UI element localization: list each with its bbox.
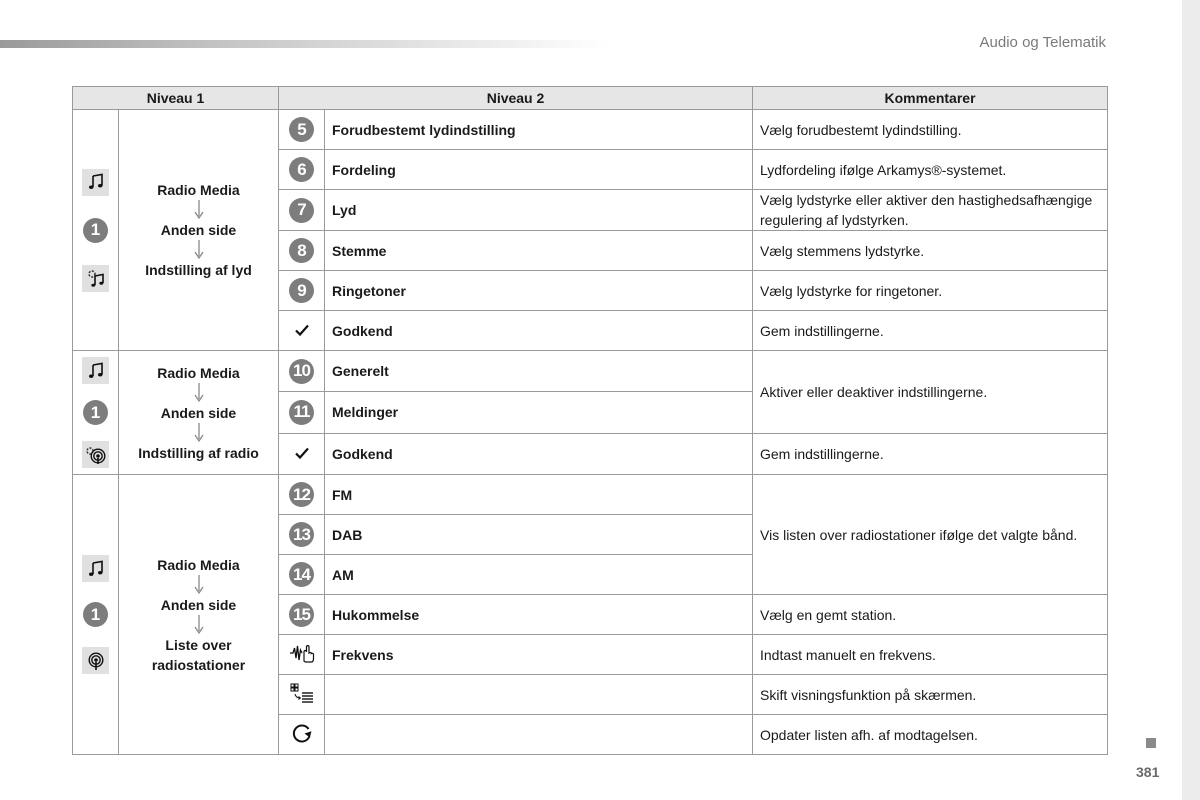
row-comment: Vælg forudbestemt lydindstilling.: [753, 110, 1108, 150]
row-label: Frekvens: [325, 635, 753, 675]
arrow-down-icon: [194, 423, 204, 443]
row-comment: Skift visningsfunktion på skærmen.: [753, 675, 1108, 715]
col-header-level1: Niveau 1: [73, 87, 279, 110]
check-icon: [279, 311, 325, 351]
row-label: FM: [325, 475, 753, 515]
group2-flow: [119, 351, 279, 475]
row-comment: Gem indstillingerne.: [753, 311, 1108, 351]
row-label: Hukommelse: [325, 595, 753, 635]
row-label: Generelt: [325, 351, 753, 392]
music-note-icon: [82, 169, 109, 196]
page-edge-stripe: [1182, 0, 1200, 800]
row-comment: Vælg en gemt station.: [753, 595, 1108, 635]
row-badge: 12: [279, 475, 325, 515]
row-badge: 13: [279, 515, 325, 555]
music-note-icon: [82, 357, 109, 384]
row-badge: 8: [279, 231, 325, 271]
step-badge-icon: 1: [83, 218, 108, 243]
row-label: Forudbestemt lydindstilling: [325, 110, 753, 150]
radio-settings-icon: [82, 441, 109, 468]
sound-settings-icon: [82, 265, 109, 292]
row-badge: 10: [279, 351, 325, 392]
row-badge: 15: [279, 595, 325, 635]
group3-icons: [73, 475, 119, 755]
arrow-down-icon: [194, 200, 204, 220]
row-label: Stemme: [325, 231, 753, 271]
radio-station-icon: [82, 647, 109, 674]
group3-flow: [119, 475, 279, 755]
row-comment: Vælg lydstyrke eller aktiver den hastighedsafhængige regulering af lydstyrken.: [753, 190, 1108, 231]
group1-flow: [119, 110, 279, 351]
row-comment: Vælg lydstyrke for ringetoner.: [753, 271, 1108, 311]
row-label: [325, 675, 753, 715]
step-badge-icon: 1: [83, 400, 108, 425]
row-label: Ringetoner: [325, 271, 753, 311]
row-label: Meldinger: [325, 392, 753, 433]
flow-step: Anden side: [160, 596, 237, 613]
group2-icons: [73, 351, 119, 475]
section-title: Audio og Telematik: [979, 34, 1106, 51]
row-badge: 9: [279, 271, 325, 311]
row-label: DAB: [325, 515, 753, 555]
arrow-down-icon: [194, 615, 204, 635]
arrow-down-icon: [194, 575, 204, 595]
row-badge: 7: [279, 190, 325, 231]
row-label: AM: [325, 555, 753, 595]
row-comment: Indtast manuelt en frekvens.: [753, 635, 1108, 675]
row-comment: Gem indstillingerne.: [753, 433, 1108, 474]
header-gradient-bar: [0, 40, 610, 48]
row-badge: 5: [279, 110, 325, 150]
flow-step: Indstilling af radio: [138, 444, 259, 461]
page-marker: [1146, 738, 1156, 748]
settings-table: [72, 86, 1108, 755]
group1-icons: [73, 110, 119, 351]
row-label: [325, 715, 753, 755]
row-badge: 6: [279, 150, 325, 190]
page-number: 381: [1136, 764, 1160, 780]
row-label: Godkend: [325, 433, 753, 474]
flow-step: Radio Media: [157, 364, 240, 381]
row-label: Lyd: [325, 190, 753, 231]
arrow-down-icon: [194, 383, 204, 403]
row-label: Godkend: [325, 311, 753, 351]
row-comment: Opdater listen afh. af modtagelsen.: [753, 715, 1108, 755]
row-comment: Vælg stemmens lydstyrke.: [753, 231, 1108, 271]
step-badge-icon: 1: [83, 602, 108, 627]
flow-step: Anden side: [160, 404, 237, 421]
frequency-icon: [279, 635, 325, 675]
row-comment: Lydfordeling ifølge Arkamys®-systemet.: [753, 150, 1108, 190]
display-mode-icon: [279, 675, 325, 715]
flow-step: Indstilling af lyd: [145, 262, 252, 278]
row-badge: 11: [279, 392, 325, 433]
arrow-down-icon: [194, 240, 204, 260]
row-comment: Aktiver eller deaktiver indstillingerne.: [753, 351, 1108, 434]
flow-step: Liste over radiostationer: [151, 636, 246, 673]
row-badge: 14: [279, 555, 325, 595]
row-comment: Vis listen over radiostationer ifølge det valgte bånd.: [753, 475, 1108, 595]
flow-step: Anden side: [160, 222, 237, 238]
flow-step: Radio Media: [157, 556, 240, 573]
row-label: Fordeling: [325, 150, 753, 190]
flow-step: Radio Media: [157, 182, 240, 198]
col-header-level2: Niveau 2: [279, 87, 753, 110]
refresh-icon: [279, 715, 325, 755]
music-note-icon: [82, 555, 109, 582]
col-header-comments: Kommentarer: [753, 87, 1108, 110]
check-icon: [279, 433, 325, 474]
